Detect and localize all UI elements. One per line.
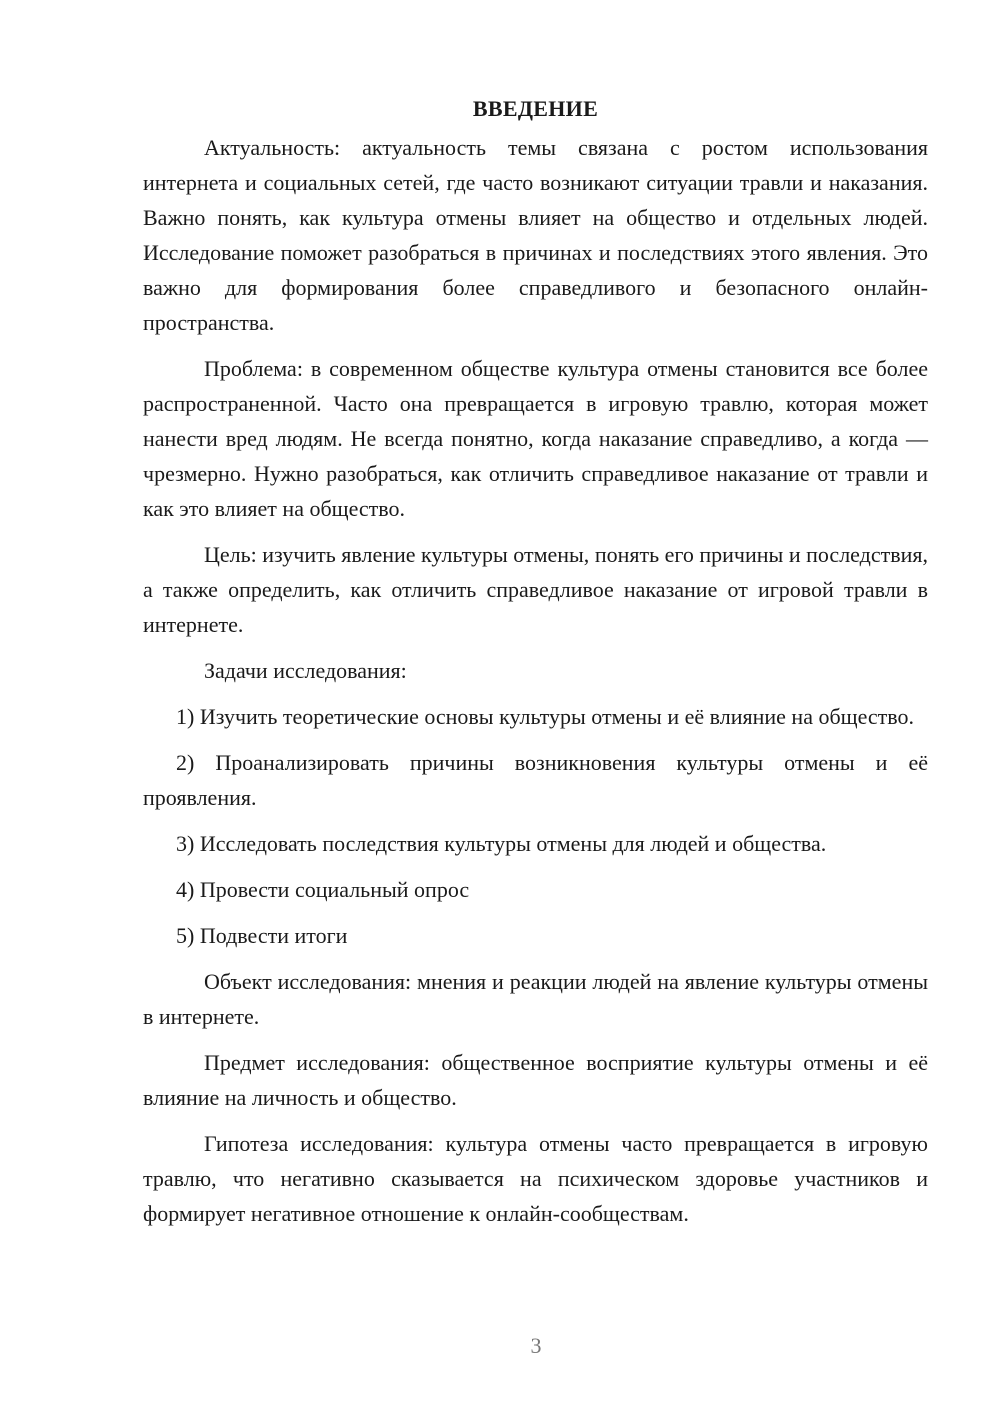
task-item-3: 3) Исследовать последствия культуры отмены для людей и общества. — [176, 831, 827, 856]
task-item-5: 5) Подвести итоги — [176, 923, 348, 948]
relevance-paragraph: Актуальность: актуальность темы связана с ростом использования интернета и социальных сетей, где часто возникают ситуации травли и наказания. Важно понять, как культура отмены влияет на общество и отдельных людей. Исследование поможет разобраться в причинах и последствиях этого явления. Это важно для формирования более справедливого и безопасного онлайн-пространства. — [143, 135, 928, 335]
section-heading: ВВЕДЕНИЕ — [472, 96, 599, 121]
document-page — [143, 92, 928, 1242]
problem-paragraph: Проблема: в современном обществе культура отмены становится все более распространенной. Часто она превращается в игровую травлю, которая может нанести вред людям. Не всегда понятно, когда наказание справедливо, а когда — чрезмерно. Нужно разобраться, как отличить справедливое наказание от травли и как это влияет на общество. — [143, 356, 928, 521]
object-paragraph: Объект исследования: мнения и реакции людей на явление культуры отмены в интернете. — [143, 969, 928, 1029]
subject-paragraph: Предмет исследования: общественное восприятие культуры отмены и её влияние на личность и общество. — [143, 1050, 928, 1110]
task-item-2: 2) Проанализировать причины возникновения культуры отмены и её проявления. — [143, 750, 928, 810]
tasks-title: Задачи исследования: — [204, 658, 407, 683]
goal-paragraph: Цель: изучить явление культуры отмены, понять его причины и последствия, а также определить, как отличить справедливое наказание от игровой травли в интернете. — [143, 542, 928, 637]
task-item-4: 4) Провести социальный опрос — [176, 877, 470, 902]
hypothesis-paragraph: Гипотеза исследования: культура отмены часто превращается в игровую травлю, что негативно сказывается на психическом здоровье участников и формирует негативное отношение к онлайн-сообществам. — [143, 1131, 928, 1226]
task-item-1: 1) Изучить теоретические основы культуры отмены и её влияние на общество. — [176, 704, 915, 729]
page-number: 3 — [530, 1333, 542, 1358]
